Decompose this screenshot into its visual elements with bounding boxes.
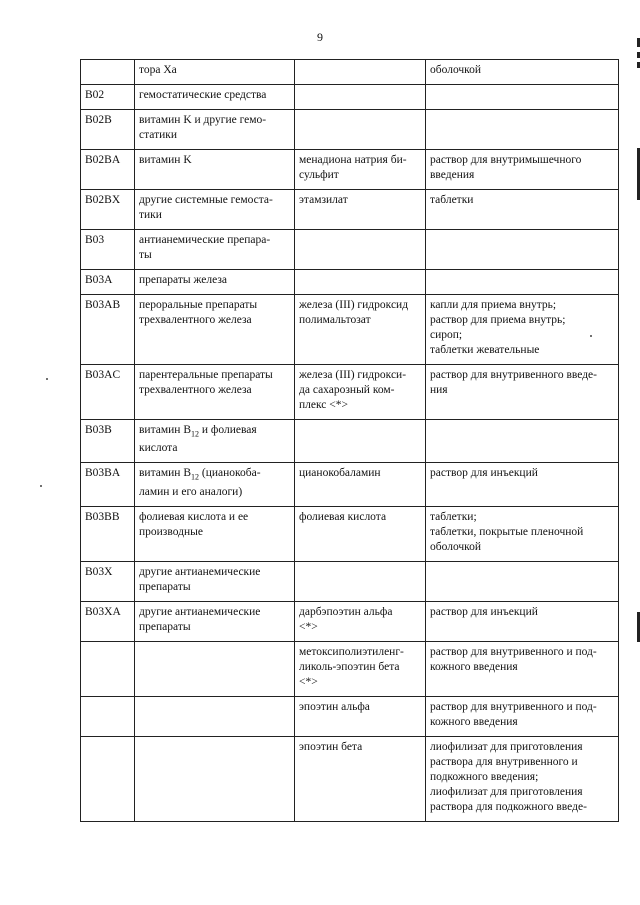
- cell-line: ты: [139, 249, 152, 261]
- drug-name-cell: [295, 270, 426, 295]
- cell-line: другие системные гемоста-: [139, 194, 273, 206]
- table-row: [81, 190, 619, 230]
- anatomical-group-cell: [135, 230, 295, 270]
- anatomical-group-cell: [135, 110, 295, 150]
- cell-line: железа (III) гидроксид: [299, 299, 409, 311]
- table-row: [81, 110, 619, 150]
- atc-code-cell: B03BA: [81, 463, 135, 506]
- cell-line: трехвалентного железа: [139, 314, 252, 326]
- cell-line: ния: [430, 384, 448, 396]
- dosage-form-cell: [426, 60, 619, 85]
- cell-line: таблетки;: [430, 510, 477, 523]
- cell-line: лиофилизат для приготовления: [430, 785, 583, 798]
- cell-line: плекс <*>: [299, 399, 348, 411]
- cell-line: витамин K: [139, 154, 192, 166]
- cell-line: да сахарозный ком-: [299, 384, 395, 396]
- drug-name-cell: [295, 85, 426, 110]
- dosage-form-cell: [426, 190, 619, 230]
- cell-line: раствор для инъекций: [430, 467, 538, 480]
- drug-name-cell: [295, 561, 426, 601]
- anatomical-group-cell: [135, 365, 295, 420]
- anatomical-group-cell: [135, 736, 295, 821]
- drug-name-cell: [295, 641, 426, 696]
- cell-line: кожного введения: [430, 715, 518, 728]
- cell-line: сироп;: [430, 329, 463, 341]
- cell-line: эпоэтин альфа: [299, 700, 370, 713]
- table-row: [81, 365, 619, 420]
- drug-name-cell: [295, 295, 426, 365]
- cell-line: <*>: [299, 675, 318, 688]
- atc-code-cell: [81, 60, 135, 85]
- atc-code-cell: B02BA: [81, 150, 135, 190]
- cell-line: раствор для внутримышечного: [430, 154, 582, 166]
- atc-code-cell: B03: [81, 230, 135, 270]
- cell-line: раствора для подкожного введе-: [430, 800, 587, 813]
- cell-line: пероральные препараты: [139, 299, 258, 311]
- table-row: [81, 561, 619, 601]
- anatomical-group-cell: [135, 150, 295, 190]
- table-row: [81, 696, 619, 736]
- table-row: [81, 641, 619, 696]
- cell-line: трехвалентного железа: [139, 384, 252, 396]
- anatomical-group-cell: [135, 60, 295, 85]
- atc-code-cell: [81, 696, 135, 736]
- atc-code-cell: [81, 641, 135, 696]
- drug-name-cell: [295, 60, 426, 85]
- drug-name-cell: [295, 110, 426, 150]
- cell-line: полимальтозат: [299, 314, 371, 326]
- anatomical-group-cell: [135, 561, 295, 601]
- cell-line: таблетки, покрытые пленочной: [430, 525, 584, 538]
- cell-line: раствора для внутривенного и: [430, 755, 578, 768]
- dosage-form-cell: [426, 230, 619, 270]
- atc-code-cell: B02: [81, 85, 135, 110]
- atc-code-cell: B03B: [81, 420, 135, 463]
- dosage-form-cell: [426, 601, 619, 641]
- cell-line: антианемические препара-: [139, 234, 271, 246]
- dosage-form-cell: [426, 365, 619, 420]
- cell-line: подкожного введения;: [430, 770, 539, 783]
- cell-line: статики: [139, 129, 177, 141]
- table-row: [81, 601, 619, 641]
- scan-dot: [40, 485, 42, 487]
- cell-line: витамин $B_{12}$ и фолиевая: [139, 424, 257, 439]
- cell-line: капли для приема внутрь;: [430, 299, 557, 311]
- cell-line: фолиевая кислота и ее: [139, 510, 249, 523]
- drug-name-cell: [295, 601, 426, 641]
- anatomical-group-cell: [135, 641, 295, 696]
- cell-line: тики: [139, 209, 162, 221]
- cell-line: ламин и его аналоги): [139, 485, 243, 498]
- cell-line: производные: [139, 525, 203, 538]
- cell-line: эпоэтин бета: [299, 740, 363, 753]
- dosage-form-cell: [426, 270, 619, 295]
- cell-line: таблетки жевательные: [430, 344, 540, 356]
- anatomical-group-cell: [135, 506, 295, 561]
- cell-line: раствор для внутривенного и под-: [430, 645, 597, 658]
- drug-name-cell: [295, 420, 426, 463]
- cell-line: введения: [430, 169, 475, 181]
- table-row: [81, 506, 619, 561]
- cell-line: тора Xa: [139, 64, 177, 76]
- cell-line: оболочкой: [430, 64, 482, 76]
- cell-line: кожного введения: [430, 660, 518, 673]
- anatomical-group-cell: [135, 420, 295, 463]
- atc-code-cell: B03AC: [81, 365, 135, 420]
- cell-line: раствор для внутривенного введе-: [430, 369, 597, 381]
- cell-line: парентеральные препараты: [139, 369, 273, 381]
- cell-line: препараты: [139, 580, 191, 593]
- dosage-form-cell: [426, 150, 619, 190]
- cell-line: раствор для приема внутрь;: [430, 314, 566, 326]
- cell-line: лиофилизат для приготовления: [430, 740, 583, 753]
- atc-code-cell: [81, 736, 135, 821]
- atc-code-cell: B03X: [81, 561, 135, 601]
- drug-name-cell: [295, 506, 426, 561]
- cell-line: метоксиполиэтиленг-: [299, 645, 404, 658]
- dosage-form-cell: [426, 641, 619, 696]
- cell-line: другие антианемические: [139, 605, 261, 618]
- dosage-form-cell: [426, 420, 619, 463]
- cell-line: витамин K и другие гемо-: [139, 114, 267, 126]
- table-row: [81, 230, 619, 270]
- atc-code-cell: B03AB: [81, 295, 135, 365]
- drug-name-cell: [295, 190, 426, 230]
- cell-line: железа (III) гидрокси-: [299, 369, 407, 381]
- atc-code-cell: B03A: [81, 270, 135, 295]
- anatomical-group-cell: [135, 463, 295, 506]
- dosage-form-cell: [426, 561, 619, 601]
- cell-line: оболочкой: [430, 540, 482, 553]
- anatomical-group-cell: [135, 270, 295, 295]
- cell-line: гемостатические средства: [139, 89, 267, 101]
- drug-name-cell: [295, 463, 426, 506]
- atc-code-cell: B03BB: [81, 506, 135, 561]
- table-row: [81, 463, 619, 506]
- cell-line: ликоль-эпоэтин бета: [299, 660, 400, 673]
- anatomical-group-cell: [135, 190, 295, 230]
- table-row: [81, 736, 619, 821]
- table-row: [81, 270, 619, 295]
- anatomical-group-cell: [135, 696, 295, 736]
- drug-name-cell: [295, 736, 426, 821]
- cell-line: витамин $B_{12}$ (цианокоба-: [139, 467, 261, 482]
- table-row: [81, 420, 619, 463]
- dosage-form-cell: [426, 110, 619, 150]
- dosage-form-cell: [426, 295, 619, 365]
- scan-dot: [46, 378, 48, 380]
- cell-line: сульфит: [299, 169, 339, 181]
- cell-line: таблетки: [430, 194, 474, 206]
- table-row: [81, 60, 619, 85]
- dosage-form-cell: [426, 736, 619, 821]
- anatomical-group-cell: [135, 601, 295, 641]
- dosage-form-cell: [426, 85, 619, 110]
- table-row: [81, 85, 619, 110]
- dosage-form-cell: [426, 463, 619, 506]
- cell-line: препараты железа: [139, 274, 227, 286]
- cell-line: кислота: [139, 442, 178, 455]
- drug-name-cell: [295, 696, 426, 736]
- page-number: 9: [317, 30, 323, 44]
- anatomical-group-cell: [135, 295, 295, 365]
- cell-line: фолиевая кислота: [299, 510, 387, 523]
- table-row: [81, 150, 619, 190]
- cell-line: цианокобаламин: [299, 467, 381, 480]
- drug-table: [80, 59, 619, 822]
- drug-name-cell: [295, 230, 426, 270]
- cell-line: препараты: [139, 620, 191, 633]
- drug-name-cell: [295, 150, 426, 190]
- scan-dot: [590, 335, 592, 337]
- cell-line: менадиона натрия би-: [299, 154, 407, 166]
- cell-line: этамзилат: [299, 194, 348, 206]
- dosage-form-cell: [426, 506, 619, 561]
- cell-line: раствор для инъекций: [430, 605, 538, 618]
- cell-line: <*>: [299, 620, 318, 633]
- dosage-form-cell: [426, 696, 619, 736]
- cell-line: другие антианемические: [139, 565, 261, 578]
- atc-code-cell: B02B: [81, 110, 135, 150]
- atc-code-cell: B03XA: [81, 601, 135, 641]
- drug-table-body: [81, 60, 619, 822]
- drug-name-cell: [295, 365, 426, 420]
- cell-line: раствор для внутривенного и под-: [430, 700, 597, 713]
- table-row: [81, 295, 619, 365]
- anatomical-group-cell: [135, 85, 295, 110]
- cell-line: дарбэпоэтин альфа: [299, 605, 393, 618]
- atc-code-cell: B02BX: [81, 190, 135, 230]
